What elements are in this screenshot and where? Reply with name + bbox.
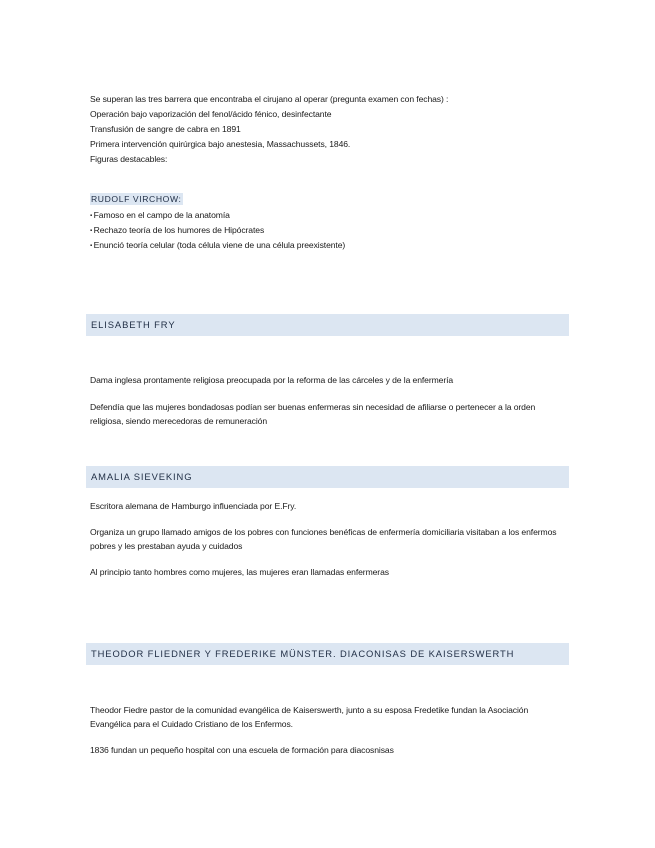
intro-line: Operación bajo vaporización del fenol/ácido fénico, desinfectante (90, 109, 332, 119)
sieveking-paragraph: Organiza un grupo llamado amigos de los pobres con funciones benéficas de enfermería domiciliaria visitaban a los enfermos pobres y les prestaban ayuda y cuidados (90, 527, 557, 551)
virchow-bullet (90, 240, 345, 252)
fry-heading: ELISABETH FRY (86, 314, 569, 336)
fliedner-paragraph: 1836 fundan un pequeño hospital con una escuela de formación para diacosnisas (90, 745, 394, 755)
virchow-bullet-text: Enunció teoría celular (toda célula viene de una célula preexistente) (93, 240, 346, 250)
virchow-heading-row (90, 194, 183, 205)
fry-paragraph: Defendía que las mujeres bondadosas podían ser buenas enfermeras sin necesidad de afiliarse o pertenecer a la orden religiosa, siendo merecedoras de remuneración (90, 402, 536, 426)
intro-line: Transfusión de sangre de cabra en 1891 (90, 124, 241, 134)
virchow-bullet (90, 225, 264, 237)
sieveking-paragraph: Escritora alemana de Hamburgo influenciada por E.Fry. (90, 501, 297, 511)
intro-line: Figuras destacables: (90, 154, 168, 164)
fliedner-heading: THEODOR FLIEDNER Y FREDERIKE MÜNSTER. DIACONISAS DE KAISERSWERTH (86, 643, 569, 665)
virchow-bullet-text: Rechazo teoría de los humores de Hipócrates (93, 225, 265, 235)
virchow-bullet (90, 210, 230, 222)
sieveking-heading: AMALIA SIEVEKING (86, 466, 569, 488)
sieveking-paragraph: Al principio tanto hombres como mujeres, las mujeres eran llamadas enfermeras (90, 567, 389, 577)
fry-paragraph: Dama inglesa prontamente religiosa preocupada por la reforma de las cárceles y de la enfermería (90, 375, 454, 385)
virchow-heading: RUDOLF VIRCHOW: (91, 194, 182, 204)
intro-line: Se superan las tres barrera que encontraba el cirujano al operar (pregunta examen con fechas) : (90, 94, 449, 104)
intro-line: Primera intervención quirúrgica bajo anestesia, Massachussets, 1846. (90, 139, 351, 149)
virchow-bullet-text: Famoso en el campo de la anatomía (93, 210, 230, 220)
fliedner-paragraph: Theodor Fiedre pastor de la comunidad evangélica de Kaiserswerth, junto a su esposa Fredetike fundan la Asociación Evangélica para el Cuidado Cristiano de los Enfermos. (90, 705, 529, 729)
